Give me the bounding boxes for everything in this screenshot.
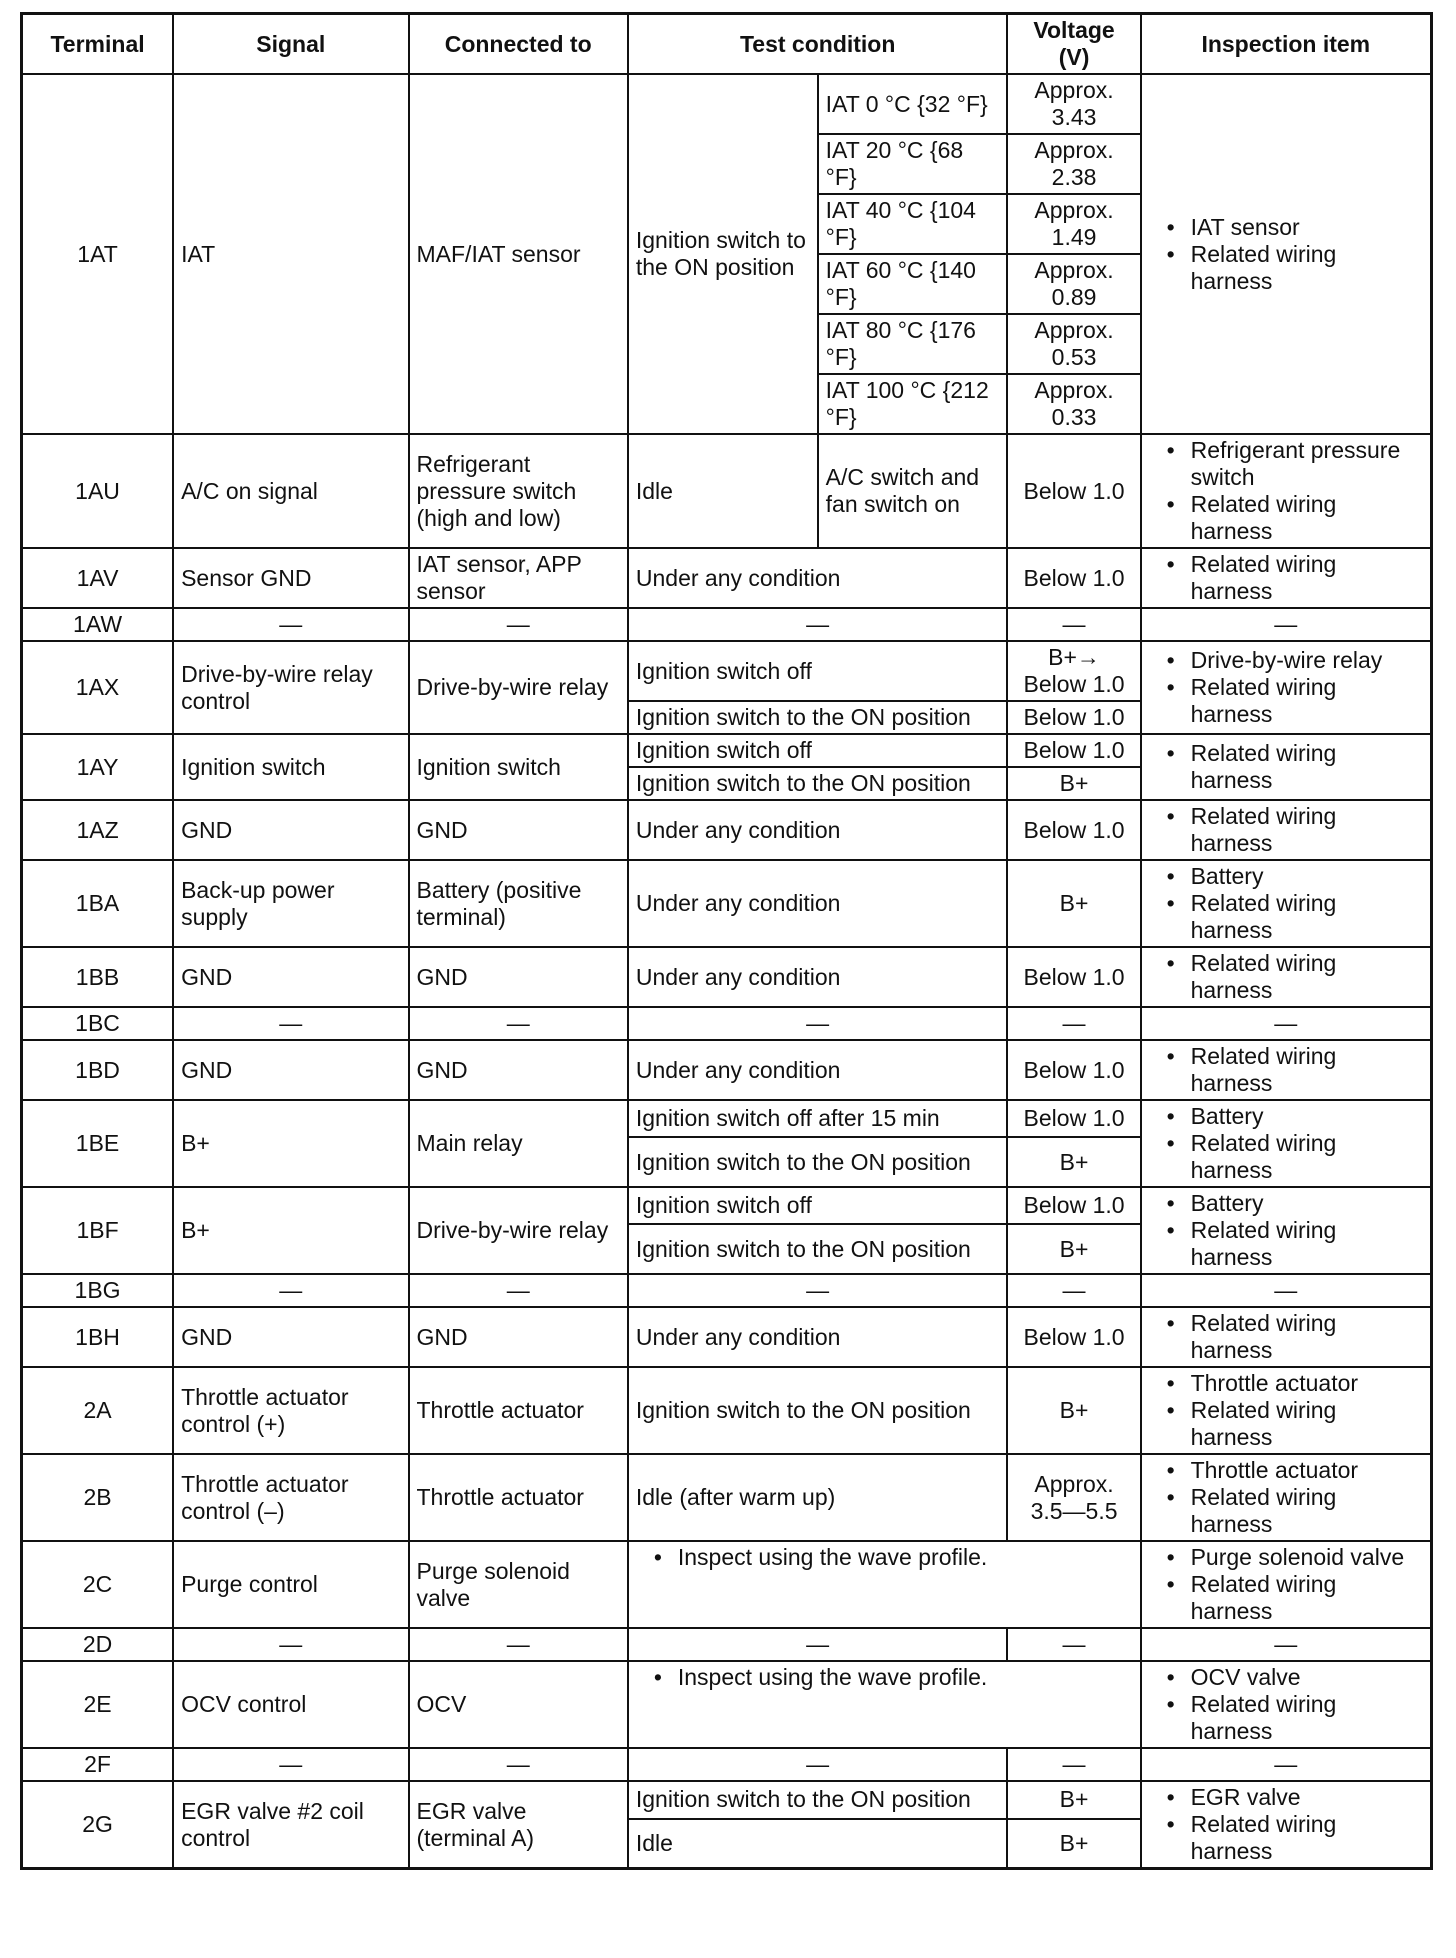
test-condition-cell: — — [628, 1274, 1008, 1307]
test-condition-cell — [628, 1661, 1141, 1748]
test-condition-item: • Inspect using the wave profile. — [656, 1664, 1133, 1691]
terminal-cell: 1AV — [22, 548, 174, 608]
test-condition-cell: — — [628, 1007, 1008, 1040]
test-condition-cell: — — [628, 1628, 1008, 1661]
inspection-list — [1149, 803, 1423, 857]
inspection-list — [1149, 740, 1423, 794]
connected-cell: Throttle actuator — [409, 1367, 628, 1454]
inspection-item: • EGR valve — [1169, 1784, 1423, 1811]
voltage-cell: Below 1.0 — [1007, 1307, 1140, 1367]
sub-condition-cell: IAT 100 °C {212 °F} — [818, 374, 1008, 434]
connected-cell: IAT sensor, APP sensor — [409, 548, 628, 608]
test-condition-cell: Idle — [628, 434, 818, 548]
table-row — [22, 1454, 1432, 1541]
test-condition-list — [636, 1664, 1133, 1691]
inspection-cell — [1141, 1541, 1432, 1628]
inspection-cell: — — [1141, 1274, 1432, 1307]
test-condition-cell: — — [628, 608, 1008, 641]
terminal-cell: 2B — [22, 1454, 174, 1541]
header-test-condition: Test condition — [628, 14, 1008, 75]
inspection-cell: — — [1141, 1007, 1432, 1040]
voltage-cell: Below 1.0 — [1007, 434, 1140, 548]
terminal-cell: 1BB — [22, 947, 174, 1007]
test-condition-cell: — — [628, 1748, 1008, 1781]
terminal-cell: 1AU — [22, 434, 174, 548]
terminal-voltage-table-sheet — [20, 12, 1433, 1870]
test-condition-cell: Under any condition — [628, 548, 1008, 608]
signal-cell: — — [173, 608, 408, 641]
signal-cell: B+ — [173, 1100, 408, 1187]
table-row — [22, 1007, 1432, 1040]
table-row — [22, 1628, 1432, 1661]
connected-cell: — — [409, 1007, 628, 1040]
voltage-cell: B+ — [1007, 1224, 1140, 1274]
table-row — [22, 1748, 1432, 1781]
inspection-item: • Refrigerant pressure switch — [1169, 437, 1423, 491]
terminal-cell: 1AZ — [22, 800, 174, 860]
table-row — [22, 1040, 1432, 1100]
inspection-cell — [1141, 1661, 1432, 1748]
inspection-item: • Related wiring harness — [1169, 551, 1423, 605]
test-condition-cell: Ignition switch to the ON position — [628, 701, 1008, 734]
signal-cell: Back-up power supply — [173, 860, 408, 947]
header-terminal: Terminal — [22, 14, 174, 75]
table-row — [22, 548, 1432, 608]
table-row — [22, 641, 1432, 701]
connected-cell: Ignition switch — [409, 734, 628, 800]
inspection-item: • IAT sensor — [1169, 214, 1423, 241]
voltage-cell: Below 1.0 — [1007, 947, 1140, 1007]
signal-cell: Throttle actuator control (–) — [173, 1454, 408, 1541]
inspection-item: • Battery — [1169, 863, 1423, 890]
test-condition-cell: Ignition switch to the ON position — [628, 1137, 1008, 1187]
voltage-cell: — — [1007, 1274, 1140, 1307]
inspection-item: • Related wiring harness — [1169, 890, 1423, 944]
connected-cell: GND — [409, 800, 628, 860]
voltage-cell: Below 1.0 — [1007, 1100, 1140, 1137]
terminal-cell: 2E — [22, 1661, 174, 1748]
connected-cell: GND — [409, 947, 628, 1007]
connected-cell: Battery (positive terminal) — [409, 860, 628, 947]
terminal-cell: 1BD — [22, 1040, 174, 1100]
voltage-cell: B+ — [1007, 767, 1140, 800]
inspection-list — [1149, 1043, 1423, 1097]
signal-cell: — — [173, 1628, 408, 1661]
signal-cell: GND — [173, 1307, 408, 1367]
terminal-cell: 1BG — [22, 1274, 174, 1307]
test-condition-cell: Under any condition — [628, 1307, 1008, 1367]
test-condition-cell: Ignition switch to the ON position — [628, 1224, 1008, 1274]
inspection-list — [1149, 1544, 1423, 1625]
test-condition-cell: Under any condition — [628, 947, 1008, 1007]
table-row — [22, 1661, 1432, 1748]
signal-cell: — — [173, 1274, 408, 1307]
inspection-list — [1149, 1190, 1423, 1271]
voltage-cell: B+ — [1007, 1781, 1140, 1819]
terminal-cell: 2G — [22, 1781, 174, 1869]
table-row — [22, 1541, 1432, 1628]
inspection-item: • Related wiring harness — [1169, 950, 1423, 1004]
connected-cell: — — [409, 1274, 628, 1307]
connected-cell: — — [409, 1748, 628, 1781]
test-condition-cell: Idle — [628, 1819, 1008, 1869]
signal-cell: GND — [173, 1040, 408, 1100]
sub-condition-cell: IAT 60 °C {140 °F} — [818, 254, 1008, 314]
inspection-cell — [1141, 860, 1432, 947]
test-condition-cell: Ignition switch off — [628, 734, 1008, 767]
inspection-list — [1149, 863, 1423, 944]
voltage-cell: — — [1007, 608, 1140, 641]
inspection-cell: — — [1141, 608, 1432, 641]
signal-cell: Throttle actuator control (+) — [173, 1367, 408, 1454]
test-condition-cell: Under any condition — [628, 1040, 1008, 1100]
test-condition-cell: Ignition switch off after 15 min — [628, 1100, 1008, 1137]
inspection-cell — [1141, 1307, 1432, 1367]
inspection-item: • Related wiring harness — [1169, 1043, 1423, 1097]
inspection-cell — [1141, 1367, 1432, 1454]
inspection-list — [1149, 551, 1423, 605]
connected-cell: MAF/IAT sensor — [409, 74, 628, 434]
terminal-voltage-table — [20, 12, 1433, 1870]
test-condition-cell: Ignition switch to the ON position — [628, 74, 818, 434]
inspection-item: • Drive-by-wire relay — [1169, 647, 1423, 674]
terminal-cell: 1AT — [22, 74, 174, 434]
inspection-list — [1149, 647, 1423, 728]
table-row — [22, 1100, 1432, 1137]
voltage-cell: B+ — [1007, 860, 1140, 947]
header-connected-to: Connected to — [409, 14, 628, 75]
inspection-cell — [1141, 947, 1432, 1007]
table-row — [22, 1274, 1432, 1307]
voltage-cell: Below 1.0 — [1007, 734, 1140, 767]
header-row — [22, 14, 1432, 75]
signal-cell: EGR valve #2 coil control — [173, 1781, 408, 1869]
table-row — [22, 434, 1432, 548]
sub-condition-cell: A/C switch and fan switch on — [818, 434, 1008, 548]
test-condition-cell: Ignition switch off — [628, 1187, 1008, 1224]
sub-condition-cell: IAT 0 °C {32 °F} — [818, 74, 1008, 134]
header-voltage: Voltage (V) — [1007, 14, 1140, 75]
table-row — [22, 947, 1432, 1007]
voltage-cell: B+ — [1007, 1819, 1140, 1869]
signal-cell: B+ — [173, 1187, 408, 1274]
inspection-item: • Related wiring harness — [1169, 1484, 1423, 1538]
inspection-list — [1149, 1370, 1423, 1451]
signal-cell: Ignition switch — [173, 734, 408, 800]
inspection-cell — [1141, 800, 1432, 860]
inspection-cell — [1141, 434, 1432, 548]
inspection-item: • Related wiring harness — [1169, 491, 1423, 545]
inspection-item: • Purge solenoid valve — [1169, 1544, 1423, 1571]
connected-cell: Refrigerant pressure switch (high and low) — [409, 434, 628, 548]
sub-condition-cell: IAT 40 °C {104 °F} — [818, 194, 1008, 254]
connected-cell: — — [409, 1628, 628, 1661]
voltage-cell: Below 1.0 — [1007, 701, 1140, 734]
inspection-cell — [1141, 1100, 1432, 1187]
inspection-list — [1149, 1457, 1423, 1538]
signal-cell: GND — [173, 947, 408, 1007]
voltage-cell: B+→ Below 1.0 — [1007, 641, 1140, 701]
inspection-item: • Related wiring harness — [1169, 1217, 1423, 1271]
test-condition-cell: Ignition switch to the ON position — [628, 1367, 1008, 1454]
terminal-cell: 2C — [22, 1541, 174, 1628]
header-signal: Signal — [173, 14, 408, 75]
inspection-item: • Related wiring harness — [1169, 803, 1423, 857]
table-row — [22, 74, 1432, 134]
inspection-list — [1149, 437, 1423, 545]
inspection-item: • Throttle actuator — [1169, 1370, 1423, 1397]
signal-cell: — — [173, 1007, 408, 1040]
connected-cell: OCV — [409, 1661, 628, 1748]
signal-cell: OCV control — [173, 1661, 408, 1748]
connected-cell: GND — [409, 1307, 628, 1367]
table-row — [22, 608, 1432, 641]
signal-cell: Sensor GND — [173, 548, 408, 608]
voltage-cell: Below 1.0 — [1007, 800, 1140, 860]
inspection-item: • Related wiring harness — [1169, 1130, 1423, 1184]
signal-cell: IAT — [173, 74, 408, 434]
inspection-list — [1149, 1784, 1423, 1865]
connected-cell: Main relay — [409, 1100, 628, 1187]
inspection-list — [1149, 950, 1423, 1004]
voltage-cell: — — [1007, 1628, 1140, 1661]
inspection-item: • Battery — [1169, 1103, 1423, 1130]
voltage-cell: Below 1.0 — [1007, 1040, 1140, 1100]
table-row — [22, 1781, 1432, 1819]
table-row — [22, 800, 1432, 860]
voltage-cell: B+ — [1007, 1137, 1140, 1187]
inspection-cell — [1141, 1781, 1432, 1869]
terminal-cell: 1BH — [22, 1307, 174, 1367]
inspection-item: • Related wiring harness — [1169, 1571, 1423, 1625]
connected-cell: Drive-by-wire relay — [409, 1187, 628, 1274]
signal-cell: Drive-by-wire relay control — [173, 641, 408, 734]
terminal-cell: 1BA — [22, 860, 174, 947]
terminal-cell: 1AX — [22, 641, 174, 734]
voltage-cell: Approx. 1.49 — [1007, 194, 1140, 254]
inspection-item: • Battery — [1169, 1190, 1423, 1217]
inspection-item: • Throttle actuator — [1169, 1457, 1423, 1484]
terminal-cell: 2A — [22, 1367, 174, 1454]
signal-cell: A/C on signal — [173, 434, 408, 548]
terminal-cell: 2D — [22, 1628, 174, 1661]
inspection-item: • Related wiring harness — [1169, 674, 1423, 728]
connected-cell: Purge solenoid valve — [409, 1541, 628, 1628]
table-row — [22, 1187, 1432, 1224]
signal-cell: GND — [173, 800, 408, 860]
header-inspection-item: Inspection item — [1141, 14, 1432, 75]
test-condition-cell: Ignition switch to the ON position — [628, 1781, 1008, 1819]
voltage-cell: B+ — [1007, 1367, 1140, 1454]
inspection-item: • Related wiring harness — [1169, 740, 1423, 794]
voltage-cell: — — [1007, 1007, 1140, 1040]
test-condition-list — [636, 1544, 1133, 1571]
inspection-list — [1149, 1310, 1423, 1364]
inspection-cell — [1141, 74, 1432, 434]
table-row — [22, 734, 1432, 767]
voltage-cell: Approx. 3.5—5.5 — [1007, 1454, 1140, 1541]
inspection-cell — [1141, 1187, 1432, 1274]
test-condition-cell — [628, 1541, 1141, 1628]
inspection-list — [1149, 1103, 1423, 1184]
terminal-cell: 1AY — [22, 734, 174, 800]
test-condition-cell: Ignition switch to the ON position — [628, 767, 1008, 800]
inspection-cell: — — [1141, 1748, 1432, 1781]
terminal-cell: 1AW — [22, 608, 174, 641]
connected-cell: — — [409, 608, 628, 641]
connected-cell: EGR valve (terminal A) — [409, 1781, 628, 1869]
terminal-cell: 1BC — [22, 1007, 174, 1040]
connected-cell: Throttle actuator — [409, 1454, 628, 1541]
terminal-cell: 1BE — [22, 1100, 174, 1187]
terminal-cell: 2F — [22, 1748, 174, 1781]
inspection-cell — [1141, 1040, 1432, 1100]
inspection-cell — [1141, 641, 1432, 734]
inspection-cell: — — [1141, 1628, 1432, 1661]
test-condition-cell: Under any condition — [628, 800, 1008, 860]
terminal-cell: 1BF — [22, 1187, 174, 1274]
inspection-list — [1149, 1664, 1423, 1745]
sub-condition-cell: IAT 20 °C {68 °F} — [818, 134, 1008, 194]
signal-cell: Purge control — [173, 1541, 408, 1628]
inspection-item: • Related wiring harness — [1169, 1691, 1423, 1745]
test-condition-cell: Idle (after warm up) — [628, 1454, 1008, 1541]
inspection-item: • Related wiring harness — [1169, 1397, 1423, 1451]
sub-condition-cell: IAT 80 °C {176 °F} — [818, 314, 1008, 374]
test-condition-cell: Under any condition — [628, 860, 1008, 947]
voltage-cell: Approx. 0.33 — [1007, 374, 1140, 434]
table-row — [22, 860, 1432, 947]
inspection-item: • Related wiring harness — [1169, 241, 1423, 295]
signal-cell: — — [173, 1748, 408, 1781]
inspection-item: • Related wiring harness — [1169, 1811, 1423, 1865]
voltage-cell: Approx. 0.89 — [1007, 254, 1140, 314]
voltage-cell: — — [1007, 1748, 1140, 1781]
connected-cell: GND — [409, 1040, 628, 1100]
voltage-cell: Approx. 0.53 — [1007, 314, 1140, 374]
inspection-item: • OCV valve — [1169, 1664, 1423, 1691]
inspection-cell — [1141, 1454, 1432, 1541]
voltage-cell: Below 1.0 — [1007, 1187, 1140, 1224]
inspection-list — [1149, 214, 1423, 295]
voltage-cell: Approx. 2.38 — [1007, 134, 1140, 194]
voltage-cell: Below 1.0 — [1007, 548, 1140, 608]
inspection-cell — [1141, 548, 1432, 608]
table-row — [22, 1367, 1432, 1454]
inspection-item: • Related wiring harness — [1169, 1310, 1423, 1364]
inspection-cell — [1141, 734, 1432, 800]
table-row — [22, 1307, 1432, 1367]
voltage-cell: Approx. 3.43 — [1007, 74, 1140, 134]
connected-cell: Drive-by-wire relay — [409, 641, 628, 734]
test-condition-cell: Ignition switch off — [628, 641, 1008, 701]
test-condition-item: • Inspect using the wave profile. — [656, 1544, 1133, 1571]
